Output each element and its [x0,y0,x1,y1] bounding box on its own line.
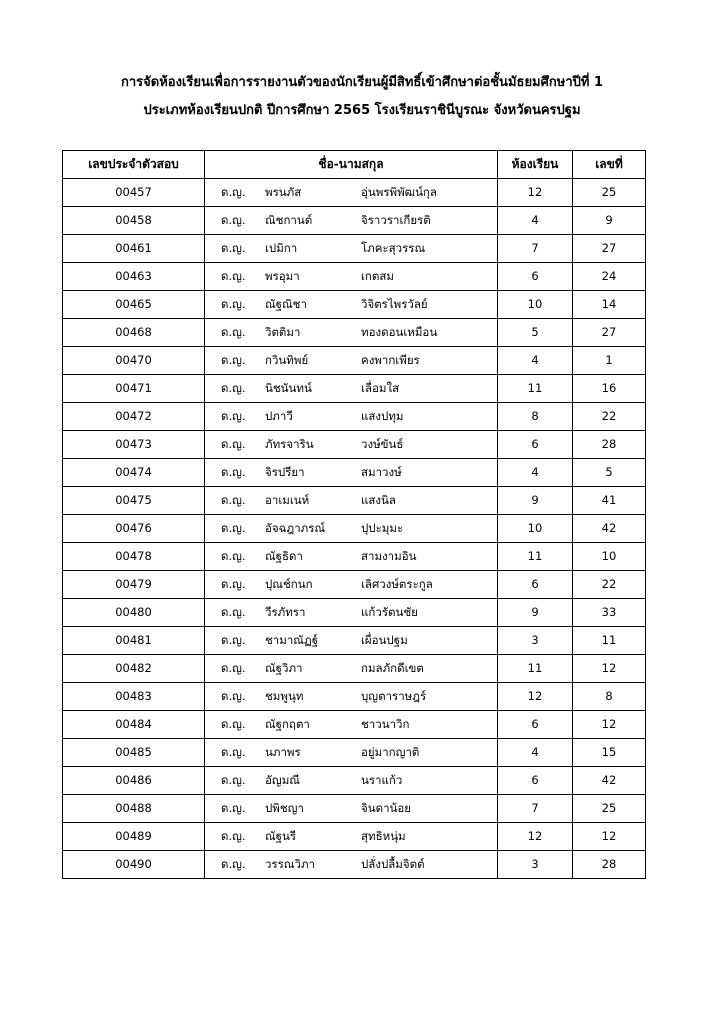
first-name: ณัฐณิชา [265,297,307,311]
full-name-cell [205,627,498,655]
name-prefix: ด.ญ. [221,773,246,787]
full-name-cell [205,515,498,543]
last-name: สุทธิหนุ่ม [361,829,406,843]
exam-id-cell: 00478 [63,543,205,571]
room-cell: 4 [498,207,573,235]
number-cell: 22 [573,571,646,599]
last-name: ชาวนาวิก [361,717,410,731]
number-cell: 28 [573,851,646,879]
exam-id-cell: 00468 [63,319,205,347]
exam-id-cell: 00474 [63,459,205,487]
full-name-cell [205,459,498,487]
first-name: วิตติมา [265,325,301,339]
number-cell: 27 [573,319,646,347]
exam-id-cell: 00486 [63,767,205,795]
full-name-cell [205,795,498,823]
exam-id-cell: 00483 [63,683,205,711]
last-name: เกตสม [361,269,394,283]
room-cell: 7 [498,235,573,263]
exam-id-cell: 00482 [63,655,205,683]
exam-id-cell: 00470 [63,347,205,375]
first-name: ณัฐกฤตา [265,717,310,731]
number-cell: 41 [573,487,646,515]
table-row [63,263,646,291]
table-row [63,291,646,319]
column-header-full-name: ชื่อ-นามสกุล [205,151,498,179]
last-name: แสงปทุม [361,409,404,423]
exam-id-cell: 00485 [63,739,205,767]
full-name-cell [205,823,498,851]
name-prefix: ด.ญ. [221,829,246,843]
full-name-cell [205,739,498,767]
first-name: ชามาณัฏฐ์ [265,633,319,647]
exam-id-cell: 00476 [63,515,205,543]
name-prefix: ด.ญ. [221,325,246,339]
last-name: ปลั่งปลื้มจิตต์ [361,857,425,871]
first-name: วีรภัทรา [265,605,306,619]
exam-id-cell: 00472 [63,403,205,431]
first-name: ณัฐนรี [265,829,297,843]
full-name-cell [205,655,498,683]
last-name: ปุปะมุมะ [361,521,404,535]
name-prefix: ด.ญ. [221,605,246,619]
first-name: นภาพร [265,745,301,759]
name-prefix: ด.ญ. [221,745,246,759]
last-name: กมลภักดีเขต [361,661,424,675]
exam-id-cell: 00489 [63,823,205,851]
first-name: ณัฐวิภา [265,661,303,675]
first-name: อัญมณี [265,773,300,787]
table-row [63,599,646,627]
name-prefix: ด.ญ. [221,493,246,507]
number-cell: 33 [573,599,646,627]
first-name: พรนภัส [265,185,302,199]
document-subtitle: ประเภทห้องเรียนปกติ ปีการศึกษา 2565 โรงเรียนราชินีบูรณะ จังหวัดนครปฐม [143,103,581,118]
table-row [63,683,646,711]
first-name: ปุณช์กนก [265,577,313,591]
number-cell: 16 [573,375,646,403]
number-cell: 14 [573,291,646,319]
first-name: ชมพูนุท [265,689,304,703]
name-prefix: ด.ญ. [221,465,246,479]
name-prefix: ด.ญ. [221,185,246,199]
table-row [63,431,646,459]
last-name: จิราวราเกียรติ [361,213,431,227]
first-name: กวินทิพย์ [265,353,309,367]
full-name-cell [205,683,498,711]
exam-id-cell: 00465 [63,291,205,319]
table-row [63,795,646,823]
number-cell: 9 [573,207,646,235]
column-header-exam-id: เลขประจำตัวสอบ [63,151,205,179]
room-cell: 9 [498,599,573,627]
last-name: ทองดอนเหมือน [361,325,438,339]
exam-id-cell: 00463 [63,263,205,291]
room-cell: 12 [498,683,573,711]
last-name: เลื่อมใส [361,381,400,395]
exam-id-cell: 00457 [63,179,205,207]
full-name-cell [205,403,498,431]
room-cell: 8 [498,403,573,431]
number-cell: 10 [573,543,646,571]
number-cell: 12 [573,655,646,683]
table-row [63,375,646,403]
last-name: แก้วรัตนชัย [361,605,418,619]
last-name: จินดาน้อย [361,801,412,815]
last-name: อุ่นพรพิพัฒน์กุล [361,185,437,199]
name-prefix: ด.ญ. [221,437,246,451]
full-name-cell [205,235,498,263]
name-prefix: ด.ญ. [221,633,246,647]
table-row [63,487,646,515]
number-cell: 12 [573,823,646,851]
full-name-cell [205,543,498,571]
table-header-row [63,151,646,179]
full-name-cell [205,571,498,599]
number-cell: 24 [573,263,646,291]
first-name: วรรณวิภา [265,857,315,871]
room-cell: 7 [498,795,573,823]
table-row [63,319,646,347]
number-cell: 12 [573,711,646,739]
full-name-cell [205,767,498,795]
first-name: พรอุมา [265,269,300,283]
exam-id-cell: 00481 [63,627,205,655]
table-row [63,851,646,879]
table-row [63,235,646,263]
first-name: ปภาวี [265,409,293,423]
last-name: เลิศวงษ์ตระกูล [361,577,433,591]
room-cell: 11 [498,543,573,571]
exam-id-cell: 00471 [63,375,205,403]
last-name: อยู่มากญาติ [361,745,420,759]
table-row [63,207,646,235]
first-name: อาเมเนห์ [265,493,310,507]
table-row [63,571,646,599]
last-name: โภคะสุวรรณ [361,241,426,255]
number-cell: 42 [573,767,646,795]
student-roster-table [62,150,646,879]
room-cell: 6 [498,711,573,739]
full-name-cell [205,599,498,627]
name-prefix: ด.ญ. [221,353,246,367]
exam-id-cell: 00475 [63,487,205,515]
name-prefix: ด.ญ. [221,549,246,563]
table-row [63,515,646,543]
last-name: นราแก้ว [361,773,403,787]
first-name: อัจฉฎาภรณ์ [265,521,326,535]
table-row [63,711,646,739]
number-cell: 28 [573,431,646,459]
full-name-cell [205,207,498,235]
exam-id-cell: 00480 [63,599,205,627]
name-prefix: ด.ญ. [221,577,246,591]
first-name: ณิชกานต์ [265,213,313,227]
name-prefix: ด.ญ. [221,661,246,675]
number-cell: 25 [573,179,646,207]
name-prefix: ด.ญ. [221,297,246,311]
number-cell: 11 [573,627,646,655]
last-name: สมาวงษ์ [361,465,402,479]
last-name: สามงามอิน [361,549,417,563]
last-name: บุญตาราษฎร์ [361,689,427,703]
table-row [63,347,646,375]
last-name: คงพากเพียร [361,353,420,367]
exam-id-cell: 00488 [63,795,205,823]
full-name-cell [205,291,498,319]
number-cell: 15 [573,739,646,767]
name-prefix: ด.ญ. [221,409,246,423]
exam-id-cell: 00484 [63,711,205,739]
exam-id-cell: 00479 [63,571,205,599]
first-name: นิชนันทน์ [265,381,312,395]
exam-id-cell: 00461 [63,235,205,263]
number-cell: 27 [573,235,646,263]
first-name: ปพิชญา [265,801,304,815]
last-name: วงษ์ขันธ์ [361,437,404,451]
room-cell: 12 [498,179,573,207]
full-name-cell [205,179,498,207]
first-name: จิรปรียา [265,465,305,479]
table-row [63,403,646,431]
full-name-cell [205,263,498,291]
last-name: เผื่อนปฐม [361,633,408,647]
full-name-cell [205,487,498,515]
table-row [63,767,646,795]
number-cell: 22 [573,403,646,431]
number-cell: 8 [573,683,646,711]
table-body [63,179,646,879]
room-cell: 3 [498,627,573,655]
exam-id-cell: 00458 [63,207,205,235]
room-cell: 10 [498,291,573,319]
first-name: ภัทรจาริน [265,437,314,451]
number-cell: 1 [573,347,646,375]
room-cell: 9 [498,487,573,515]
name-prefix: ด.ญ. [221,213,246,227]
room-cell: 6 [498,767,573,795]
exam-id-cell: 00473 [63,431,205,459]
number-cell: 5 [573,459,646,487]
number-cell: 42 [573,515,646,543]
room-cell: 6 [498,263,573,291]
name-prefix: ด.ญ. [221,689,246,703]
name-prefix: ด.ญ. [221,241,246,255]
name-prefix: ด.ญ. [221,381,246,395]
document-title: การจัดห้องเรียนเพื่อการรายงานตัวของนักเรียนผู้มีสิทธิ์เข้าศึกษาต่อชั้นมัธยมศึกษาปีที่ 1 [120,75,604,90]
table-row [63,179,646,207]
room-cell: 11 [498,655,573,683]
room-cell: 11 [498,375,573,403]
room-cell: 4 [498,459,573,487]
full-name-cell [205,711,498,739]
full-name-cell [205,319,498,347]
room-cell: 4 [498,739,573,767]
last-name: แสงนิล [361,493,396,507]
full-name-cell [205,431,498,459]
room-cell: 10 [498,515,573,543]
room-cell: 12 [498,823,573,851]
name-prefix: ด.ญ. [221,521,246,535]
table-row [63,655,646,683]
full-name-cell [205,851,498,879]
table-row [63,543,646,571]
table-row [63,823,646,851]
number-cell: 25 [573,795,646,823]
table-row [63,627,646,655]
full-name-cell [205,375,498,403]
table-row [63,739,646,767]
name-prefix: ด.ญ. [221,717,246,731]
column-header-room: ห้องเรียน [498,151,573,179]
first-name: ณัฐธิดา [265,549,303,563]
table-row [63,459,646,487]
room-cell: 5 [498,319,573,347]
exam-id-cell: 00490 [63,851,205,879]
room-cell: 4 [498,347,573,375]
last-name: วิจิตรไพรวัลย์ [361,297,428,311]
name-prefix: ด.ญ. [221,269,246,283]
room-cell: 6 [498,431,573,459]
full-name-cell [205,347,498,375]
first-name: เปมิกา [265,241,298,255]
room-cell: 3 [498,851,573,879]
room-cell: 6 [498,571,573,599]
name-prefix: ด.ญ. [221,857,246,871]
column-header-number: เลขที่ [573,151,646,179]
name-prefix: ด.ญ. [221,801,246,815]
